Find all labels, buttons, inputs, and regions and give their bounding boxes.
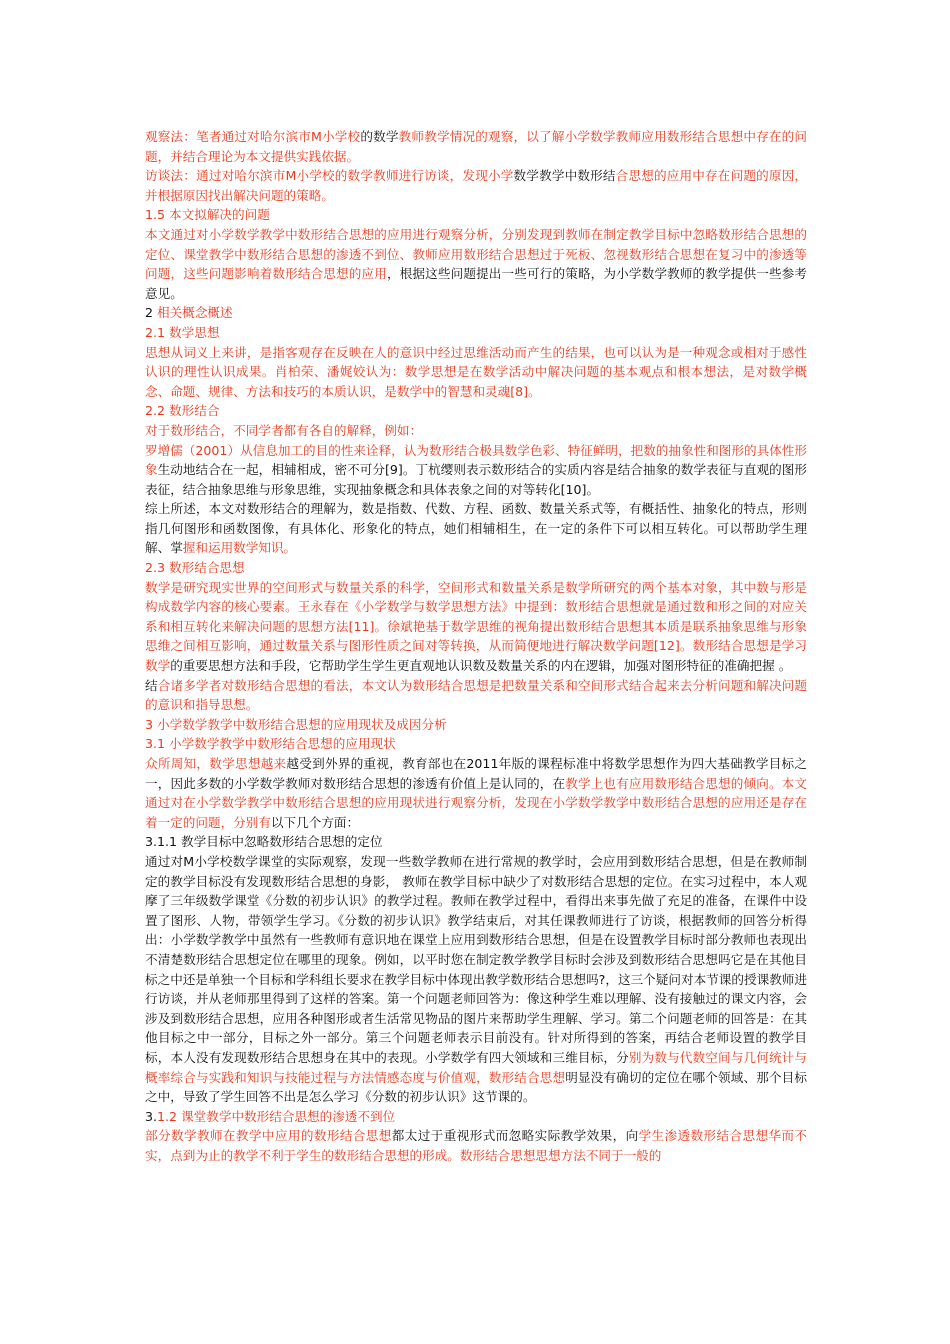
text-run: 合诸多学者对数形结合思想的看法，本文认为数形结合思想是把数量关系和空间形式结合起来去分析问题和解决问题的意识和指导思想。 <box>145 677 808 713</box>
text-run: 别发现到教师在制定教学目标中忽略数形结合思想的定位、课堂教学中数形结合思想的渗透不到位、教师应用数形结合思想过于死板、忽视数形结合思想在复习中的渗透等问题，这些问题影响着数形结合思想的应用 <box>145 226 808 282</box>
paragraph <box>145 421 807 441</box>
text-run: 2.1 数学思想 <box>145 324 220 340</box>
document-page <box>145 127 807 1165</box>
paragraph <box>145 852 807 1107</box>
text-run: 2.3 数形结合思想 <box>145 560 245 576</box>
text-run: 越受到外界的重视，教育部也在2011年版的课程标准中将数学思想作为四大基础教学目标之一，因此多数的小学数学教师对数形结合思想的渗透有价值上是认同的，在 <box>145 756 807 791</box>
text-run: 以下几个方面： <box>270 814 360 830</box>
text-run: 3.1 小学数学教学中数形结合思想的应用现状 <box>145 736 396 752</box>
paragraph <box>145 441 807 500</box>
text-run: 众所周知，数学思想越来 <box>145 756 287 771</box>
text-run: 2.2 数形结合 <box>145 403 220 419</box>
text-run: 生动地结合在一起，相辅相成，密不可分[9]。丁杭缨则表示数形结合的实质内容是结合抽象的数学表征与直观的图形表征，结合抽象思维与形象思维，实现抽象概念和具体表象之间的对等转化[10]。 <box>145 462 808 497</box>
text-run: 都太过于重视形式而忽略实际教学效果，向 <box>391 1128 639 1144</box>
text-run: 3 小学数学教学中数形结合思想的应用现状及成因分析 <box>145 716 447 732</box>
text-run: 2 <box>145 305 158 321</box>
text-run: 罗增儒（2001）从信息加工的目的性来诠释，认为数形结合极具数学色彩、特征鲜明，把数的抽象性和图形的具体性形象 <box>145 442 807 478</box>
text-run: 明显没有确切的定位在哪个领域、那个目标之中，导致了学生回答不出是怎么学习《分数的初步认识》这节课的。 <box>145 1069 808 1105</box>
text-run: 思想从词义上来讲，是指客观存在反映在人的意识中经过思维活动而产生的结果，也可以认为是一种观念或相对于感性认识的理性认识成果。肖柏荣、潘娓姣认为：数学思想是在数学活动中解决问题的基本观点和根本想法，是对数学概念、命题、规律、方法和技巧的本质认识，是数学中的智慧和灵魂[8]。 <box>145 344 807 399</box>
text-run: 的数学 <box>360 129 399 144</box>
text-run: 1.5 本文拟解决的问题 <box>145 207 270 223</box>
paragraph <box>145 715 807 735</box>
text-run: 结 <box>145 677 158 693</box>
text-run: 的重要思想方法和手段，它帮助学生学生更直观地认识数及数量关系的内在逻辑，加强对图形特征的准确把握 。 <box>170 658 792 674</box>
paragraph <box>145 676 807 715</box>
paragraph <box>145 754 807 832</box>
text-run: 对于数形结合，不同学者都有各自的解释，例如： <box>145 422 423 438</box>
paragraph <box>145 205 807 225</box>
text-run: 综上所述，本文对数形结合的理解为，数是指数、代数、方程、函数、数量关系式等，有概括性、抽象化的特点，形则指几何图形和函数图像，有具体化、形象化的特点，她们相辅相生，在一定的条件下可以相互转化。可以帮助学生理解、掌 <box>145 501 807 556</box>
text-run: 1.2 课堂教学中数形结合思想的渗透不到位 <box>157 1108 396 1124</box>
text-run: 别为数与代数空间与几何统计与概率综合与实践和知识与技能过程与方法情感态度与价值观，数形结合思想 <box>145 1049 808 1085</box>
paragraph <box>145 343 807 402</box>
text-run: 观察法：笔者通过对哈尔滨市M小学校 <box>145 129 361 144</box>
text-run: 3.1.1 教学目标中忽略数形结合思想的定位 <box>145 834 383 850</box>
text-run: 相关概念概述 <box>157 305 233 321</box>
text-run: 本文通过对小学数学教学中数形结合思想的应用进行观察分析，分 <box>145 226 515 242</box>
paragraph <box>145 401 807 421</box>
paragraph <box>145 225 807 303</box>
paragraph <box>145 578 807 676</box>
text-run: ，根据这些问题提出一些可行的策略，为小学数学教师的教学提供一些参考意见。 <box>145 266 808 301</box>
text-run: 学生渗透数形结合思想华而不实，点到为止的教学不利于学生的数形结合思想的形成。数形结合思想思想方法不同于一般的 <box>145 1128 808 1163</box>
paragraph <box>145 499 807 558</box>
paragraph <box>145 832 807 852</box>
text-run: 握和运用数学知识。 <box>182 540 297 556</box>
paragraph <box>145 1107 807 1127</box>
text-run: 3. <box>145 1108 158 1124</box>
paragraph <box>145 323 807 343</box>
text-run: 数学教学中数形结 <box>513 168 616 184</box>
text-run: 访谈法：通过对哈尔滨市M小学校的数学教师进行访谈，发现小学 <box>145 168 514 184</box>
paragraph <box>145 558 807 578</box>
paragraph <box>145 303 807 323</box>
paragraph <box>145 127 807 166</box>
paragraph <box>145 166 807 205</box>
text-run: 数学是研究现实世界的空间形式与数量关系的科学，空间形式和数量关系是数学所研究的两个基本对象，其中数与形是构成数学内容的核心要素。王永春在《小学数学与数学思想方法》中提到：数形结合思想就是通过数和形之间的对应关系和相互转化来解决问题的思想方法[11]。徐斌艳基于数学思维的视角提出数形结合思想其本质是联系抽象思维与形象思维之间相互影响，通过数量关系与图形性质之间对等转换，从而简便地进行解决数学问题[12]。数形结合思想是学习数学 <box>145 579 807 674</box>
text-run: 教学上也有应用数形结合思想的倾向。本文通过对在小学数学教学中数形结合思想的应用现状进行观察分析，发现在小学数学教学中数形结合思想的应用还是存在着一定的问题，分别有 <box>145 775 808 830</box>
text-run: 通过对M小学校数学课堂的实际观察，发现一些数学教师在进行常规的教学时，会应用到数形结合思想，但是在教师制定的教学目标没有发现数形结合思想的身影， 教师在教学目标中缺少了对数形结合思想的定位。在实习过程中，本人观摩了三年级数学课堂《分数的初步认识》的教学过程。教师在教学过程中，看得出来事先做了充足的准备，在课件中设置了图形、人物，带领学生学习。《分数的初步认识》教学结束后，对其任课教师进行了访谈，根据教师的回答分析得出：小学数学教学中虽然有一些教师有意识地在课堂上应用到数形结合思想，但是在设置教学目标时部分教师也表现出不清楚数形结合思想定位在哪里的现象。例如，以平时您在制定教学教学目标时会涉及到数形结合思想吗它是在其他目标之中还是单独一个目标和学科组长要求在教学目标中体现出教学数形结合思想吗?，这三个疑问对本节课的授课教师进行访谈，并从老师那里得到了这样的答案。第一个问题老师回答为：像这种学生难以理解、没有接触过的课文内容，会涉及到数形结合思想，应用各种图形或者生活常见物品的图片来帮助学生理解、学习。第二个问题老师的回答是：在其他目标之中一部分，目标之外一部分。第三个问题老师表示目前没有。针对所得到的答案，再结合老师设置的教学目标，本人没有发现数形结合思想身在其中的表现。小学数学有四大领域和三维目标，分 <box>145 853 807 1065</box>
text-run: 合思想的应用中存在问题的原因，并根据原因找出解决问题的策略。 <box>145 168 808 203</box>
text-run: 教师教学情况的观察，以了解小学数学教师应用数形结合思想中存在的问题，并结合理论为本文提供实践依据。 <box>145 129 808 164</box>
paragraph <box>145 734 807 754</box>
text-run: 部分数学教师在教学中应用的数形结合思想 <box>145 1128 392 1144</box>
paragraph <box>145 1126 807 1165</box>
